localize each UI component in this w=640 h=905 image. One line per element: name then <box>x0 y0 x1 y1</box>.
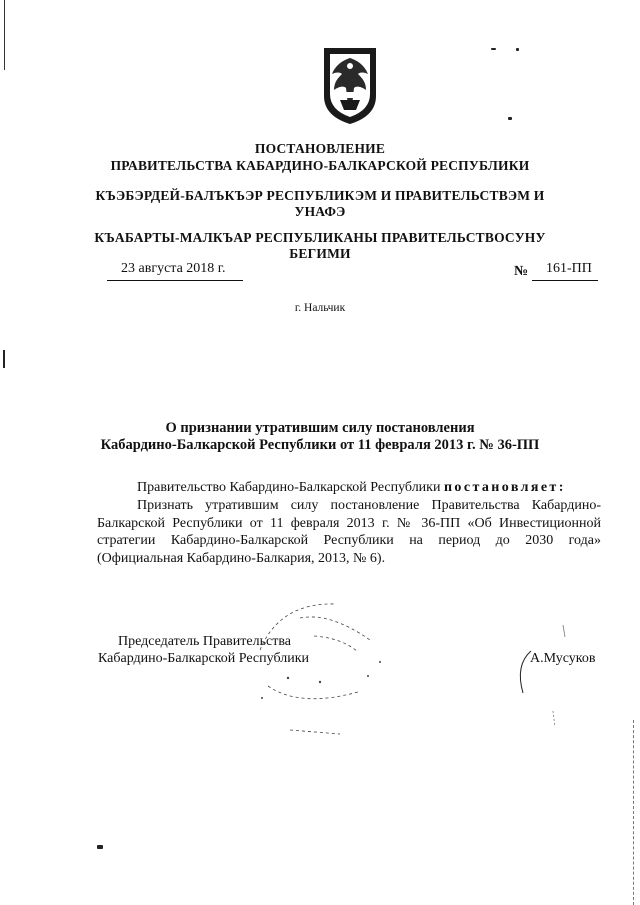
city-label: г. Нальчик <box>294 302 346 314</box>
signer-name: А.Мусуков <box>530 651 596 666</box>
number-sign: № <box>514 264 529 279</box>
balkar-heading-cont: БЕГИМИ <box>289 246 351 261</box>
document-date: 23 августа 2018 г. <box>121 261 226 276</box>
document-title-cont: Кабардино-Балкарской Республики от 11 февраля 2013 г. № 36-ПП <box>100 437 540 453</box>
signer-position: Председатель Правительства <box>118 634 291 649</box>
doc-type-heading: ПОСТАНОВЛЕНИЕ <box>254 141 386 156</box>
scan-speck <box>508 117 512 120</box>
document-number: 161-ПП <box>546 261 592 276</box>
scan-speck <box>516 48 519 51</box>
scan-artifact-line <box>4 0 5 70</box>
signer-position-cont: Кабардино-Балкарской Республики <box>98 651 309 666</box>
balkar-heading: КЪАБАРТЫ-МАЛКЪАР РЕСПУБЛИКАНЫ ПРАВИТЕЛЬСТВОСУНУ <box>94 230 546 245</box>
decree-intro <box>137 480 566 496</box>
coat-of-arms-emblem <box>318 44 382 126</box>
kabardian-heading-cont: УНАФЭ <box>294 204 346 219</box>
document-title: О признании утратившим силу постановления <box>165 420 475 436</box>
scan-speck <box>97 845 103 849</box>
issuer-heading: ПРАВИТЕЛЬСТВА КАБАРДИНО-БАЛКАРСКОЙ РЕСПУБЛИКИ <box>110 158 530 173</box>
signer-signature <box>505 615 595 735</box>
issuer-text: Правительство Кабардино-Балкарской Республики <box>137 480 441 495</box>
scan-speck <box>491 48 496 50</box>
kabardian-heading: КЪЭБЭРДЕЙ-БАЛЪКЪЭР РЕСПУБЛИКЭМ И ПРАВИТЕЛЬСТВЭМ И <box>95 188 545 203</box>
decree-paragraph: Признать утратившим силу постановление Правительства Кабардино-Балкарской Республики от 11 февраля 2013 г. № 36-ПП «Об Инвестиционной стратегии Кабардино-Балкарской Республики на период до 2030 года» (Официальная Кабардино-Балкария, 2013, № 6). <box>97 498 601 566</box>
decree-word: постановляет: <box>443 480 566 495</box>
scan-artifact-edge <box>633 720 634 905</box>
scan-artifact-mark <box>3 350 5 368</box>
